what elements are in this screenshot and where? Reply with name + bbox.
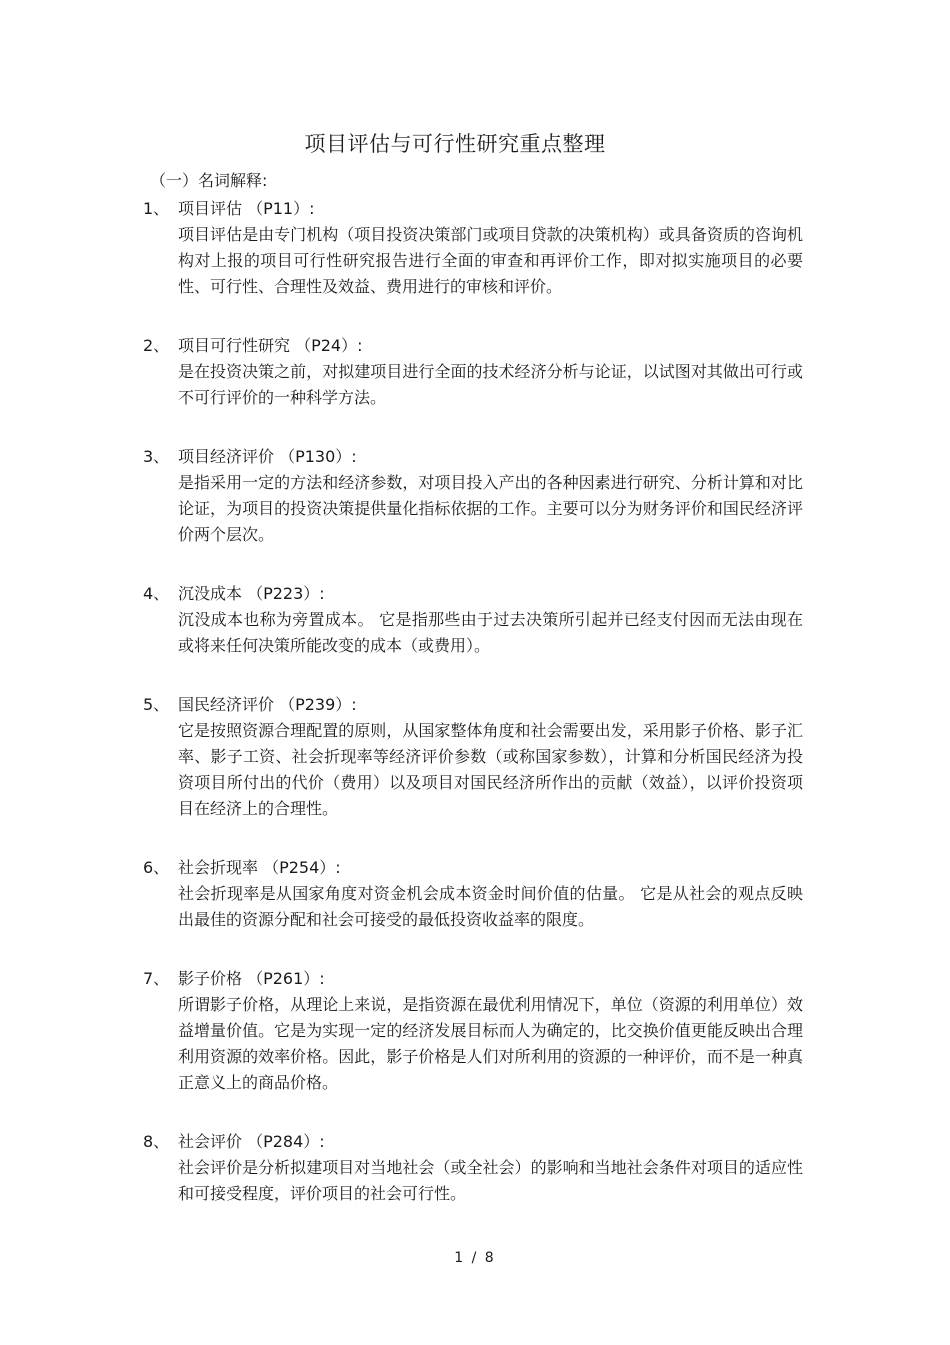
- entry-header: [0, 1128, 950, 1155]
- definition-entry: [0, 965, 950, 1096]
- entry-definition: 项目评估是由专门机构（项目投资决策部门或项目贷款的决策机构）或具备资质的咨询机构对上报的项目可行性研究报告进行全面的审查和再评价工作，即对拟实施项目的必要性、可行性、合理性及效益、费用进行的审核和评价。: [178, 225, 803, 296]
- entry-number: 4、: [143, 584, 170, 603]
- entry-term: 国民经济评价 （P239）:: [178, 695, 357, 714]
- definition-entry: [0, 195, 950, 300]
- definition-entry: [0, 854, 950, 933]
- entry-term: 沉没成本 （P223）:: [178, 584, 325, 603]
- entry-definition: 所谓影子价格，从理论上来说，是指资源在最优利用情况下，单位（资源的利用单位）效益增量价值。它是为实现一定的经济发展目标而人为确定的，比交换价值更能反映出合理利用资源的效率价格。因此，影子价格是人们对所利用的资源的一种评价，而不是一种真正意义上的商品价格。: [178, 995, 803, 1092]
- definition-list: [0, 195, 950, 1239]
- entry-number: 3、: [143, 447, 170, 466]
- entry-header: [0, 332, 950, 359]
- definition-entry: [0, 1128, 950, 1207]
- definition-entry: [0, 691, 950, 822]
- entry-header: [0, 195, 950, 222]
- entry-definition: 它是按照资源合理配置的原则，从国家整体角度和社会需要出发，采用影子价格、影子汇率、影子工资、社会折现率等经济评价参数（或称国家参数），计算和分析国民经济为投资项目所付出的代价（费用）以及项目对国民经济所作出的贡献（效益），以评价投资项目在经济上的合理性。: [178, 721, 803, 818]
- entry-header: [0, 443, 950, 470]
- entry-definition: 沉没成本也称为旁置成本。 它是指那些由于过去决策所引起并已经支付因而无法由现在或将来任何决策所能改变的成本（或费用）。: [178, 610, 803, 655]
- entry-number: 2、: [143, 336, 170, 355]
- entry-header: [0, 691, 950, 718]
- document-title: 项目评估与可行性研究重点整理: [304, 132, 606, 156]
- entry-term: 社会折现率 （P254）:: [178, 858, 341, 877]
- entry-header: [0, 965, 950, 992]
- entry-number: 5、: [143, 695, 170, 714]
- entry-header: [0, 854, 950, 881]
- entry-header: [0, 580, 950, 607]
- entry-term: 项目可行性研究 （P24）:: [178, 336, 363, 355]
- entry-definition: 社会折现率是从国家角度对资金机会成本资金时间价值的估量。 它是从社会的观点反映出最佳的资源分配和社会可接受的最低投资收益率的限度。: [178, 884, 803, 929]
- entry-number: 8、: [143, 1132, 170, 1151]
- entry-number: 7、: [143, 969, 170, 988]
- entry-definition: 是在投资决策之前，对拟建项目进行全面的技术经济分析与论证，以试图对其做出可行或不可行评价的一种科学方法。: [178, 362, 803, 407]
- definition-entry: [0, 332, 950, 411]
- entry-term: 项目经济评价 （P130）:: [178, 447, 357, 466]
- entry-number: 6、: [143, 858, 170, 877]
- entry-term: 影子价格 （P261）:: [178, 969, 325, 988]
- entry-term: 项目评估 （P11）:: [178, 199, 315, 218]
- section-heading: （一）名词解释:: [150, 171, 268, 190]
- entry-definition: 是指采用一定的方法和经济参数，对项目投入产出的各种因素进行研究、分析计算和对比论证，为项目的投资决策提供量化指标依据的工作。主要可以分为财务评价和国民经济评价两个层次。: [178, 473, 803, 544]
- entry-number: 1、: [143, 199, 170, 218]
- entry-term: 社会评价 （P284）:: [178, 1132, 325, 1151]
- page-number: 1 / 8: [454, 1250, 496, 1266]
- definition-entry: [0, 443, 950, 548]
- definition-entry: [0, 580, 950, 659]
- entry-definition: 社会评价是分析拟建项目对当地社会（或全社会）的影响和当地社会条件对项目的适应性和可接受程度，评价项目的社会可行性。: [178, 1158, 803, 1203]
